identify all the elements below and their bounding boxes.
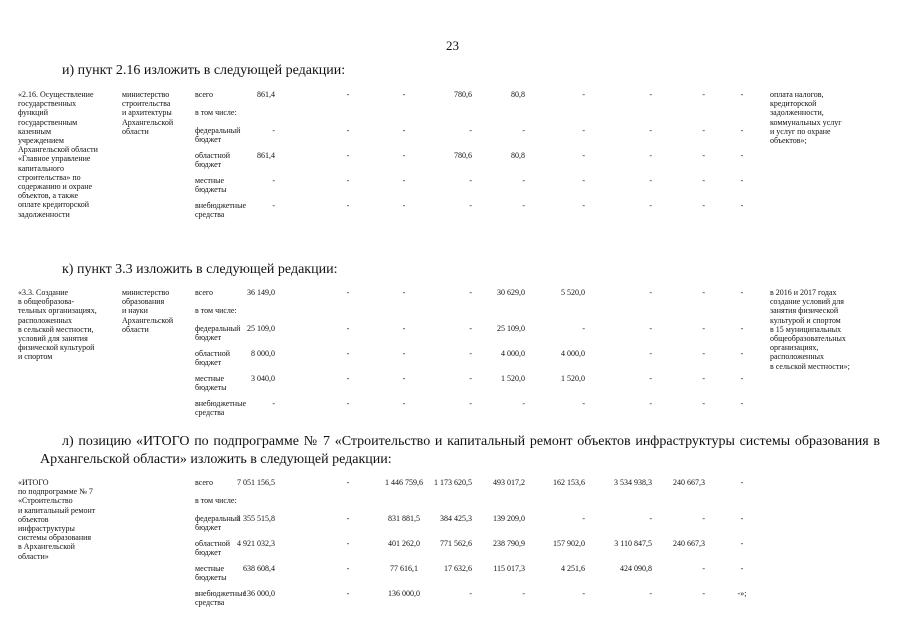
value-cell: - (346, 176, 350, 185)
value-cell: - (649, 90, 652, 99)
value-cell: -»; (737, 589, 747, 598)
value-cell: 493 017,2 (493, 478, 525, 487)
value-cell: - (402, 374, 406, 383)
result-line: организациях, (770, 343, 819, 353)
event-name-line: оплате кредиторской (18, 200, 90, 210)
value-cell: 80,8 (511, 90, 525, 99)
event-name-line: по подпрограмме № 7 (18, 487, 93, 497)
value-cell: - (740, 126, 744, 135)
value-cell: - (522, 201, 525, 210)
value-cell: - (272, 201, 275, 210)
result-line: задолженности, (770, 108, 824, 118)
funding-source-label: федеральный (195, 324, 241, 333)
value-cell: - (469, 176, 472, 185)
value-cell: - (740, 176, 744, 185)
funding-source-label: бюджет (195, 333, 222, 343)
funding-source-label: областной (195, 151, 231, 160)
executor-line: министерство (122, 90, 170, 99)
funding-source-label: в том числе: (195, 496, 237, 505)
result-line: оплата налогов, (770, 90, 824, 99)
funding-source-label: бюджет (195, 523, 222, 533)
event-name-line: содержанию и охране (18, 182, 93, 191)
value-cell: - (402, 324, 406, 333)
value-cell: - (402, 399, 406, 408)
funding-source-label: местные (195, 374, 225, 383)
value-cell: - (740, 539, 744, 548)
value-cell: 1 520,0 (501, 374, 525, 383)
event-name-line: «Главное управление (18, 154, 91, 164)
value-cell: - (702, 589, 705, 598)
value-cell: 831 881,5 (388, 514, 420, 523)
value-cell: - (740, 90, 744, 99)
value-cell: 36 149,0 (247, 288, 275, 297)
value-cell: - (582, 90, 585, 99)
event-name-line: функций (18, 108, 48, 118)
event-name-line: в Архангельской (18, 542, 75, 552)
result-line: общеобразовательных (770, 334, 846, 343)
event-name-line: Архангельской области (18, 145, 98, 155)
section-heading: и) пункт 2.16 изложить в следующей редакции: (62, 63, 346, 78)
value-cell: - (346, 589, 350, 598)
value-cell: - (346, 151, 350, 160)
value-cell: - (469, 399, 472, 408)
value-cell: 1 446 759,6 (385, 478, 423, 487)
result-line: в 2016 и 2017 годах (770, 288, 837, 297)
page-number: 23 (446, 38, 459, 53)
value-cell: - (702, 374, 705, 383)
value-cell: 157 902,0 (553, 539, 585, 548)
value-cell: - (702, 399, 705, 408)
value-cell: - (740, 399, 744, 408)
funding-source-label: в том числе: (195, 108, 237, 117)
funding-source-label: средства (195, 598, 225, 608)
value-cell: 240 667,3 (673, 478, 705, 487)
event-name-line: строительства» по (18, 172, 81, 182)
value-cell: - (469, 374, 472, 383)
value-cell: - (346, 201, 350, 210)
executor-line: и науки (122, 306, 148, 316)
executor-line: и архитектуры (122, 108, 172, 118)
value-cell: - (346, 539, 350, 548)
value-cell: - (582, 589, 585, 598)
value-cell: 136 000,0 (243, 589, 275, 598)
funding-source-label: всего (195, 478, 214, 487)
value-cell: - (740, 201, 744, 210)
value-cell: 7 051 156,5 (237, 478, 275, 487)
result-line: и услуг по охране (770, 126, 831, 136)
value-cell: - (649, 374, 652, 383)
value-cell: 30 629,0 (497, 288, 525, 297)
value-cell: 1 355 515,8 (237, 514, 275, 523)
funding-source-label: внебюджетные (195, 399, 246, 408)
value-cell: - (346, 349, 350, 358)
value-cell: - (649, 176, 652, 185)
event-name-line: в сельской местности, (18, 324, 94, 334)
value-cell: - (469, 324, 472, 333)
value-cell: - (469, 201, 472, 210)
value-cell: - (702, 564, 705, 573)
value-cell: - (582, 399, 585, 408)
funding-source-label: в том числе: (195, 306, 237, 315)
value-cell: - (272, 399, 275, 408)
value-cell: - (402, 126, 406, 135)
result-line: кредиторской (770, 99, 817, 109)
value-cell: - (346, 324, 350, 333)
value-cell: 771 562,6 (440, 539, 472, 548)
value-cell: 238 790,9 (493, 539, 525, 548)
value-cell: - (582, 514, 585, 523)
value-cell: - (272, 126, 275, 135)
value-cell: - (469, 288, 472, 297)
event-name-line: объектов, а также (18, 191, 79, 201)
event-name-line: задолженности (18, 209, 70, 219)
value-cell: 77 616,1 (390, 564, 418, 573)
section-heading: л) позицию «ИТОГО по подпрограмме № 7 «Строительство и капитальный ремонт объектов инфраструктуры системы образования в Архангельской области» изложить в следующей редакции: (40, 434, 880, 467)
value-cell: - (702, 349, 705, 358)
value-cell: - (346, 288, 350, 297)
executor-line: Архангельской (122, 315, 174, 325)
result-line: культурой и спортом (770, 315, 841, 325)
value-cell: - (402, 151, 406, 160)
executor-line: области (122, 126, 149, 136)
value-cell: - (702, 288, 705, 297)
event-name-line: области» (18, 551, 49, 561)
value-cell: - (469, 589, 472, 598)
event-name-line: расположенных (18, 315, 72, 325)
value-cell: - (522, 589, 525, 598)
value-cell: 25 109,0 (497, 324, 525, 333)
value-cell: - (649, 201, 652, 210)
event-name-line: государственным (18, 117, 78, 127)
value-cell: 25 109,0 (247, 324, 275, 333)
value-cell: - (346, 90, 350, 99)
executor-line: строительства (122, 99, 171, 109)
value-cell: - (702, 201, 705, 210)
value-cell: 115 017,3 (493, 564, 525, 573)
result-line: коммунальных услуг (770, 117, 842, 127)
value-cell: - (649, 151, 652, 160)
funding-source-label: внебюджетные (195, 201, 246, 210)
value-cell: 638 608,4 (243, 564, 275, 573)
value-cell: - (402, 201, 406, 210)
value-cell: - (402, 349, 406, 358)
value-cell: - (582, 126, 585, 135)
value-cell: 424 090,8 (620, 564, 652, 573)
value-cell: - (582, 151, 585, 160)
event-name-line: системы образования (18, 533, 92, 543)
event-name-line: «ИТОГО (18, 478, 49, 487)
value-cell: - (649, 514, 652, 523)
event-name-line: в общеобразова- (18, 297, 75, 307)
value-cell: - (649, 288, 652, 297)
value-cell: - (649, 589, 652, 598)
value-cell: - (522, 126, 525, 135)
value-cell: - (649, 349, 652, 358)
value-cell: 4 251,6 (561, 564, 585, 573)
value-cell: 5 520,0 (561, 288, 585, 297)
value-cell: - (346, 126, 350, 135)
value-cell: - (702, 324, 705, 333)
value-cell: - (522, 399, 525, 408)
value-cell: - (740, 151, 744, 160)
value-cell: 1 520,0 (561, 374, 585, 383)
executor-line: Архангельской (122, 117, 174, 127)
result-line: в сельской местности»; (770, 361, 850, 371)
funding-source-label: бюджет (195, 358, 222, 368)
event-name-line: объектов (18, 514, 49, 524)
value-cell: 17 632,6 (444, 564, 472, 573)
event-name-line: «Строительство (18, 496, 73, 506)
value-cell: - (346, 564, 350, 573)
event-name-line: государственных (18, 99, 77, 109)
value-cell: 3 110 847,5 (614, 539, 652, 548)
value-cell: - (649, 324, 652, 333)
value-cell: - (740, 288, 744, 297)
value-cell: - (346, 478, 350, 487)
value-cell: - (346, 374, 350, 383)
funding-source-label: бюджеты (195, 573, 227, 583)
value-cell: - (522, 176, 525, 185)
value-cell: 780,6 (454, 90, 472, 99)
value-cell: - (272, 176, 275, 185)
value-cell: - (702, 90, 705, 99)
funding-source-label: средства (195, 408, 225, 418)
value-cell: - (702, 176, 705, 185)
value-cell: - (582, 176, 585, 185)
value-cell: 136 000,0 (388, 589, 420, 598)
value-cell: - (346, 399, 350, 408)
value-cell: - (740, 514, 744, 523)
event-name-line: тельных организациях, (18, 306, 97, 316)
funding-source-label: местные (195, 564, 225, 573)
value-cell: - (702, 126, 705, 135)
event-name-line: «3.3. Создание (18, 288, 69, 297)
event-name-line: и капитальный ремонт (18, 505, 96, 515)
funding-source-label: бюджет (195, 160, 222, 170)
value-cell: - (740, 324, 744, 333)
value-cell: 4 000,0 (501, 349, 525, 358)
value-cell: 3 534 938,3 (614, 478, 652, 487)
funding-source-label: бюджеты (195, 383, 227, 393)
value-cell: 1 173 620,5 (434, 478, 472, 487)
value-cell: - (702, 151, 705, 160)
funding-source-label: всего (195, 288, 214, 297)
value-cell: - (740, 349, 744, 358)
value-cell: 80,8 (511, 151, 525, 160)
result-line: занятия физической (770, 306, 839, 316)
value-cell: 240 667,3 (673, 539, 705, 548)
value-cell: 401 262,0 (388, 539, 420, 548)
result-line: в 15 муниципальных (770, 324, 842, 334)
result-line: создание условий для (770, 297, 844, 307)
event-name-line: физической культурой (18, 343, 95, 353)
funding-source-label: областной (195, 539, 231, 548)
value-cell: 861,4 (257, 90, 275, 99)
funding-source-label: внебюджетные (195, 589, 246, 598)
value-cell: - (740, 478, 744, 487)
value-cell: - (469, 349, 472, 358)
value-cell: - (402, 176, 406, 185)
value-cell: - (402, 288, 406, 297)
event-name-line: капитального (18, 163, 64, 173)
value-cell: 384 425,3 (440, 514, 472, 523)
value-cell: - (649, 399, 652, 408)
value-cell: - (702, 514, 705, 523)
value-cell: - (402, 90, 406, 99)
value-cell: 780,6 (454, 151, 472, 160)
event-name-line: казенным (18, 126, 52, 136)
value-cell: 162 153,6 (553, 478, 585, 487)
funding-source-label: бюджеты (195, 185, 227, 195)
executor-line: образования (122, 297, 165, 307)
event-name-line: инфраструктуры (18, 524, 75, 533)
event-name-line: и спортом (18, 352, 53, 362)
executor-line: области (122, 324, 149, 334)
funding-source-label: федеральный (195, 514, 241, 523)
event-name-line: условий для занятия (18, 334, 88, 343)
funding-source-label: всего (195, 90, 214, 99)
value-cell: 4 921 032,3 (237, 539, 275, 548)
value-cell: 861,4 (257, 151, 275, 160)
value-cell: - (582, 324, 585, 333)
funding-source-label: бюджет (195, 548, 222, 558)
result-line: объектов»; (770, 136, 807, 145)
value-cell: 8 000,0 (251, 349, 275, 358)
funding-source-label: средства (195, 210, 225, 220)
result-line: расположенных (770, 352, 824, 362)
event-name-line: «2.16. Осуществление (18, 90, 94, 99)
value-cell: - (582, 201, 585, 210)
event-name-line: учреждением (18, 136, 64, 145)
funding-source-label: бюджет (195, 135, 222, 145)
funding-source-label: местные (195, 176, 225, 185)
section-heading: к) пункт 3.3 изложить в следующей редакции: (62, 262, 338, 277)
funding-source-label: областной (195, 349, 231, 358)
value-cell: - (649, 126, 652, 135)
value-cell: - (740, 374, 744, 383)
value-cell: - (740, 564, 744, 573)
value-cell: 4 000,0 (561, 349, 585, 358)
value-cell: - (346, 514, 350, 523)
value-cell: 139 209,0 (493, 514, 525, 523)
funding-source-label: федеральный (195, 126, 241, 135)
value-cell: 3 040,0 (251, 374, 275, 383)
executor-line: министерство (122, 288, 170, 297)
value-cell: - (469, 126, 472, 135)
